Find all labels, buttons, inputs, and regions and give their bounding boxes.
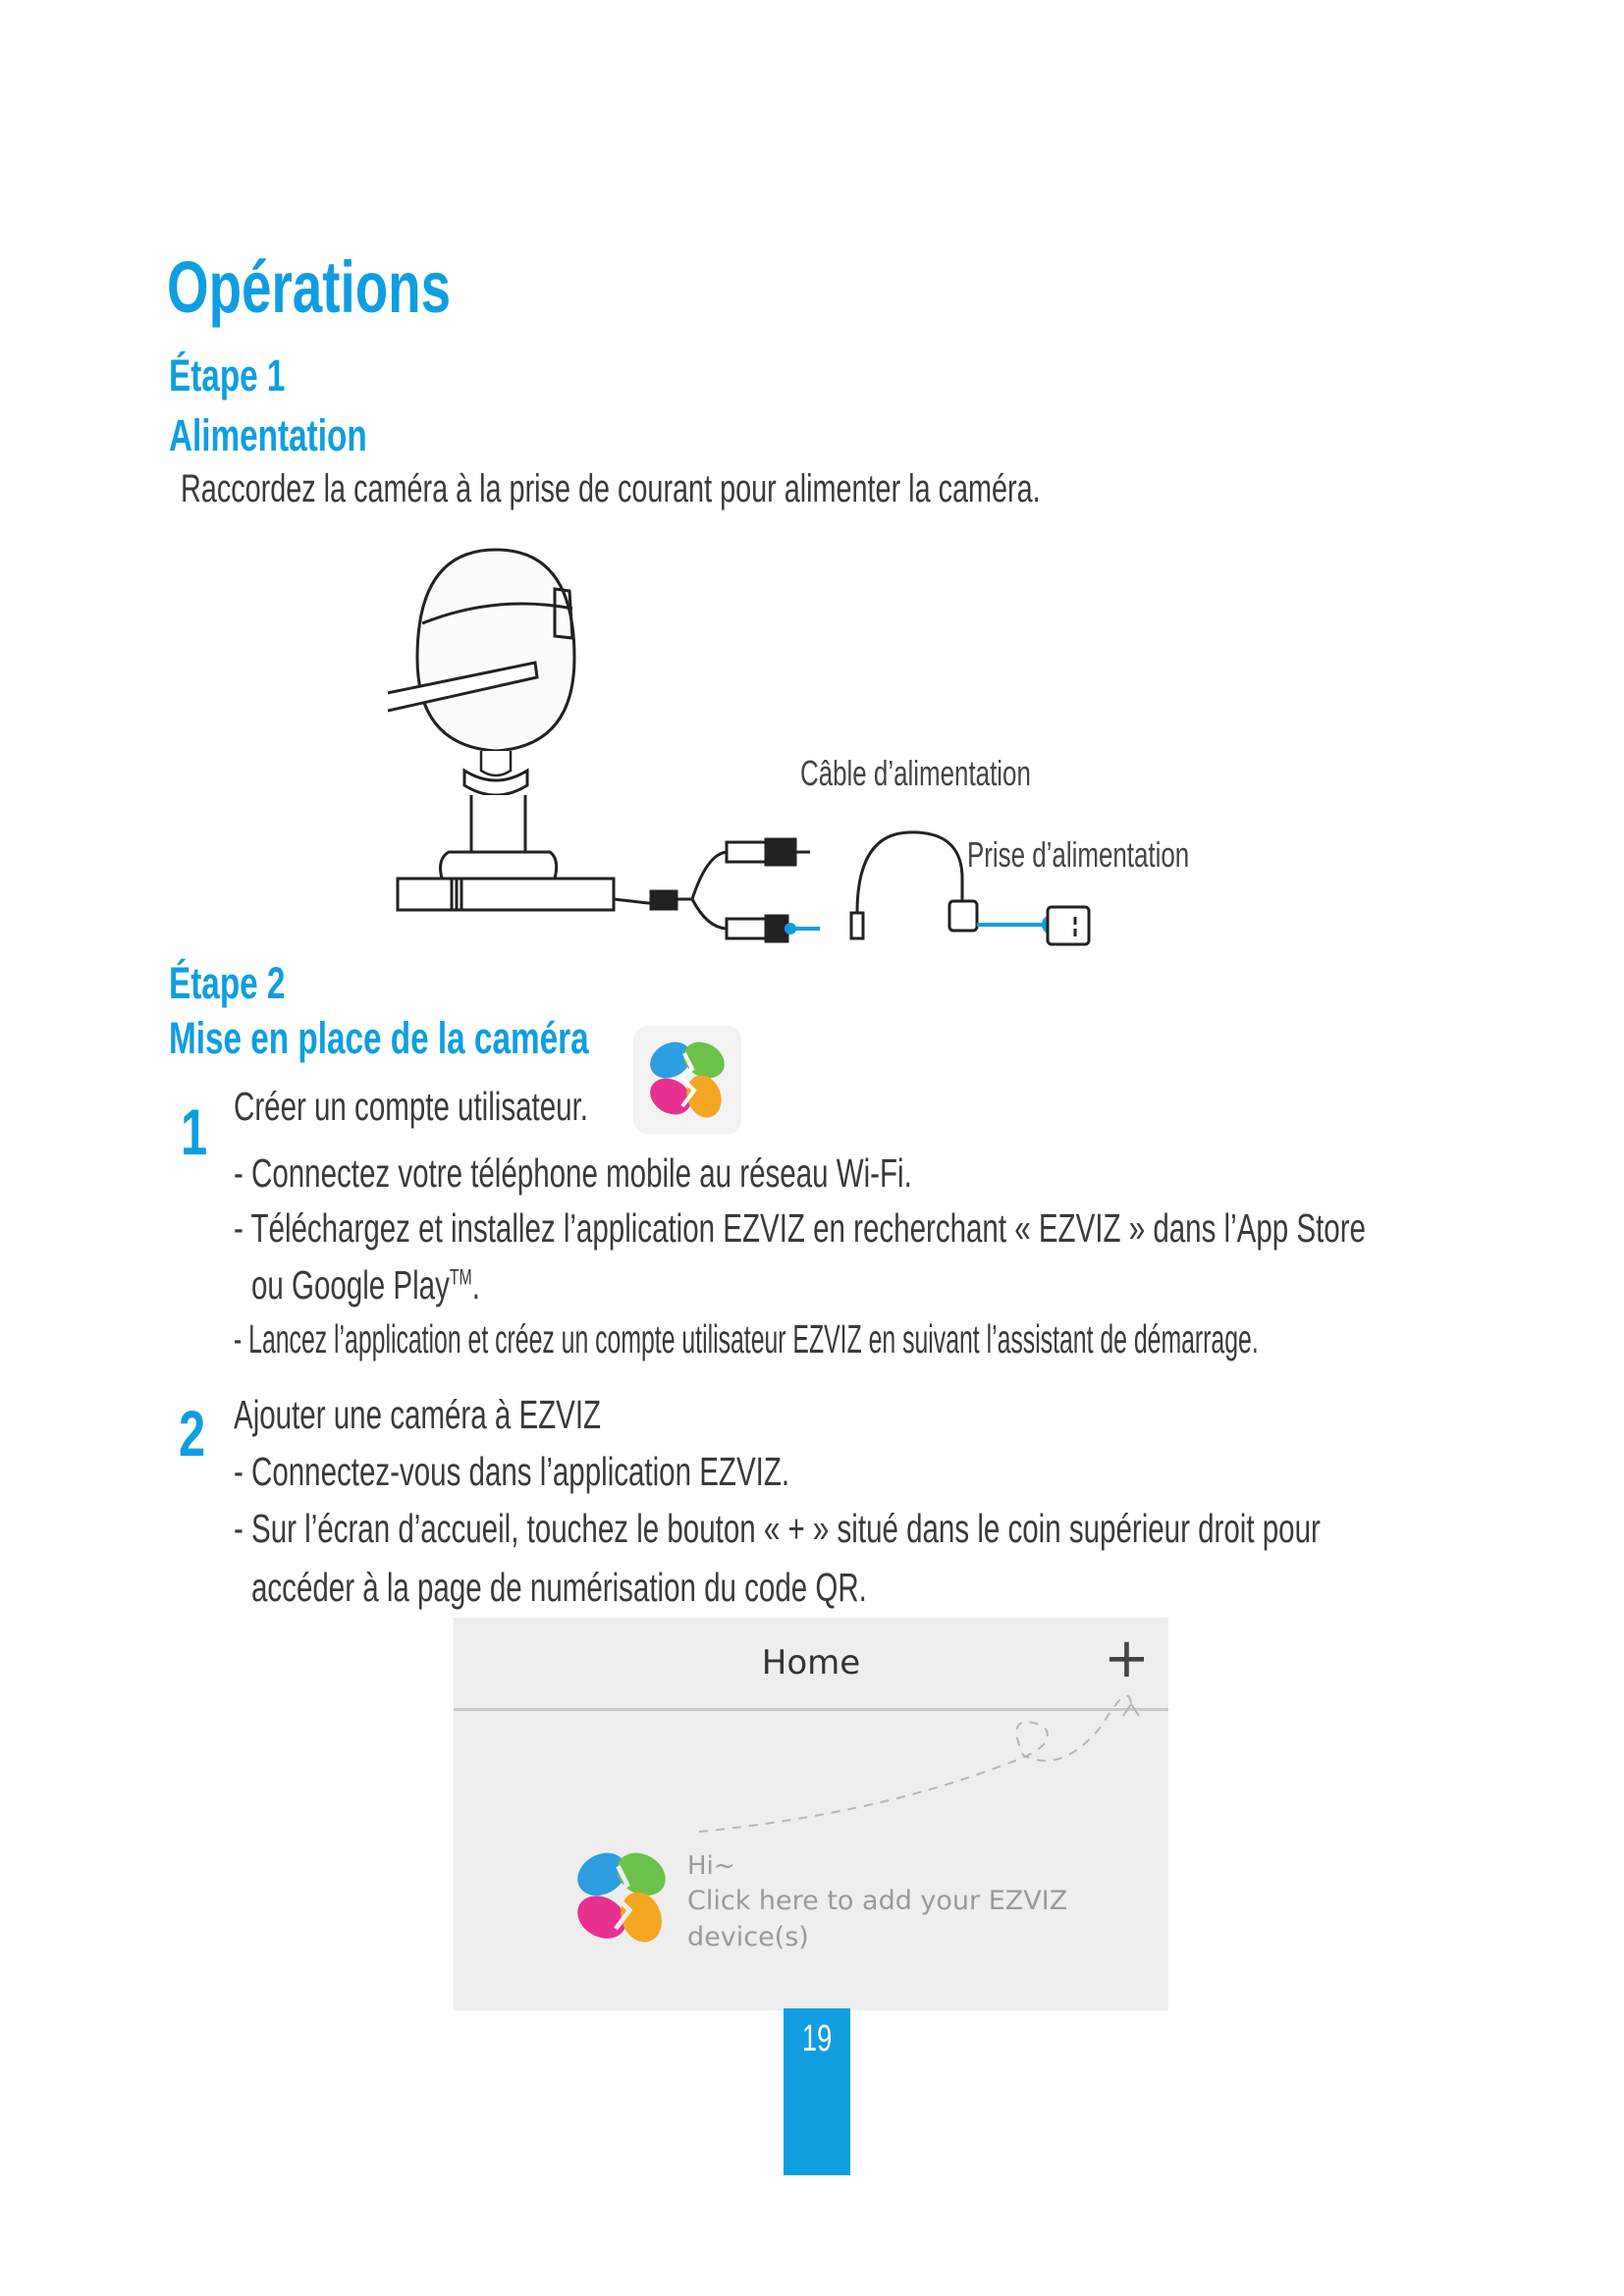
wall-outlet <box>1048 907 1089 944</box>
add-camera-bullet-plus: - Sur l’écran d’accueil, touchez le bouton « + » situé dans le coin supérieur droit pour <box>234 1506 1321 1551</box>
create-account-bullet-wifi: - Connectez votre téléphone mobile au réseau Wi-Fi. <box>234 1150 912 1196</box>
page-title: Opérations <box>167 246 452 328</box>
app-home-screenshot <box>454 1618 1168 2010</box>
create-account-bullet-launch: - Lancez l’application et créez un compte utilisateur EZVIZ en suivant l’assistant de démarrage. <box>234 1316 1259 1362</box>
power-cable-label: Câble d’alimentation <box>800 753 1031 793</box>
step1-heading: Étape 1 <box>169 350 286 400</box>
page-number: 19 <box>801 2018 833 2059</box>
step-number-2: 2 <box>179 1397 206 1469</box>
camera-mount <box>441 852 557 879</box>
add-camera-bullet-plus-continued: accéder à la page de numérisation du code QR. <box>251 1565 867 1610</box>
step1-subtitle: Alimentation <box>169 410 367 460</box>
power-plug-label: Prise d’alimentation <box>967 834 1190 875</box>
step2-subtitle: Mise en place de la caméra <box>169 1013 589 1063</box>
add-camera-title: Ajouter une caméra à EZVIZ <box>234 1392 602 1437</box>
page-number-tab <box>784 2008 850 2175</box>
step-number-1: 1 <box>181 1095 208 1168</box>
create-account-title: Créer un compte utilisateur. <box>234 1084 588 1129</box>
add-camera-bullet-login: - Connectez-vous dans l’application EZVIZ. <box>234 1449 790 1494</box>
add-device-prompt[interactable]: Click here to add your EZVIZ device(s) <box>687 1886 1068 1952</box>
step1-instruction: Raccordez la caméra à la prise de courant pour alimenter la caméra. <box>181 467 1041 510</box>
ezviz-logo-icon <box>558 1834 685 1961</box>
camera-power-illustration <box>388 540 1232 962</box>
camera-dome <box>417 550 574 751</box>
app-greeting: Hi~ <box>687 1851 735 1881</box>
create-account-bullet-download-continued: ou Google Play™. <box>251 1262 480 1308</box>
step2-heading: Étape 2 <box>169 958 286 1008</box>
app-home-title: Home <box>761 1643 861 1682</box>
add-device-plus-icon[interactable]: + <box>1104 1627 1150 1690</box>
adapter-cable <box>857 832 962 913</box>
create-account-bullet-download: - Téléchargez et installez l’application EZVIZ en recherchant « EZVIZ » dans l’App Store <box>234 1205 1366 1251</box>
